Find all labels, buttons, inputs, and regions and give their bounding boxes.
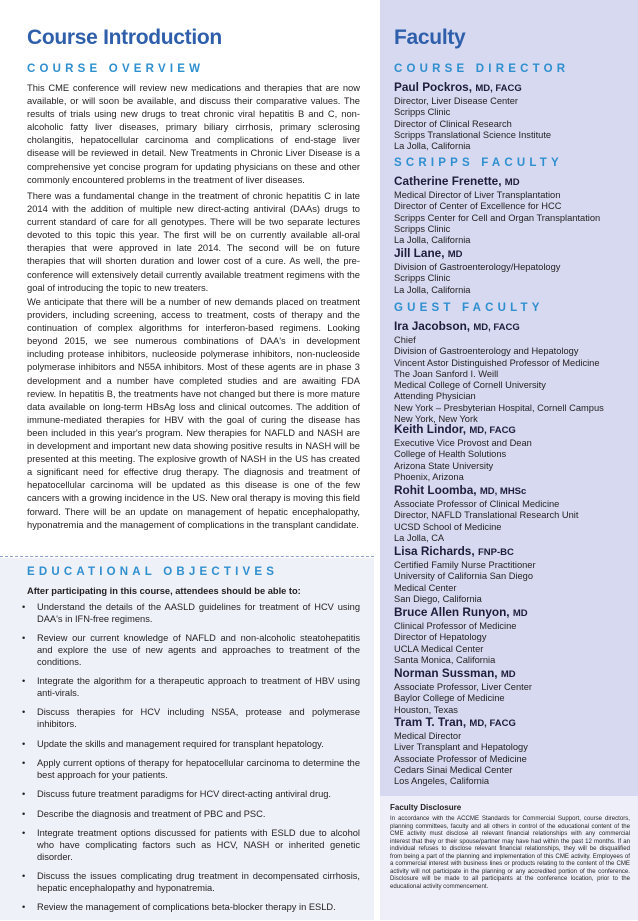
faculty-entry-frenette: Catherine Frenette, MD Medical Director of Liver Transplantation Director of Center of Excellence for HCC Scripps Center for Cell and Organ Transplantation Scripps Clinic La Jolla, California bbox=[394, 174, 601, 246]
bullet-icon: • bbox=[22, 633, 26, 644]
scripps-faculty-heading: SCRIPPS FACULTY bbox=[394, 157, 563, 169]
list-item: • Review the management of complications beta-blocker therapy in ESLD. bbox=[22, 902, 336, 913]
objectives-list bbox=[20, 602, 360, 921]
course-introduction-title: Course Introduction bbox=[27, 26, 222, 49]
list-item: • Apply current options of therapy for hepatocellular carcinoma to determine the best approach for your patients. bbox=[22, 757, 360, 780]
faculty-name: Norman Sussman, MD bbox=[394, 666, 516, 680]
faculty-entry-jacobson: Ira Jacobson, MD, FACG Chief Division of Gastroenterology and Hepatology Vincent Astor Distinguished Professor of Medicine The Joan Sanford I. Weill Medical College of Cornell University Attending Physician New York – Presbyterian Hospital, Cornell Campus New York, New York bbox=[394, 319, 604, 425]
faculty-name: Lisa Richards, FNP-BC bbox=[394, 544, 514, 558]
section-separator bbox=[0, 556, 374, 557]
faculty-name: Tram T. Tran, MD, FACG bbox=[394, 715, 516, 729]
faculty-entry-sussman: Norman Sussman, MD Associate Professor, Liver Center Baylor College of Medicine Houston, Texas bbox=[394, 666, 532, 715]
list-item: • Describe the diagnosis and treatment of PBC and PSC. bbox=[22, 808, 266, 819]
bullet-icon: • bbox=[22, 738, 26, 749]
bullet-icon: • bbox=[22, 707, 26, 718]
bullet-icon: • bbox=[22, 789, 26, 800]
educational-objectives-heading: EDUCATIONAL OBJECTIVES bbox=[27, 566, 279, 578]
list-item: • Discuss the issues complicating drug treatment in decompensated cirrhosis, hepatic encephalopathy and hyponatremia. bbox=[22, 870, 360, 893]
faculty-entry-runyon: Bruce Allen Runyon, MD Clinical Professor of Medicine Director of Hepatology UCLA Medical Center Santa Monica, California bbox=[394, 605, 528, 665]
faculty-disclosure-text: In accordance with the ACCME Standards for Commercial Support, course directors, planning committees, faculty and all others in control of the educational content of the CME activity must disclose all relevant financial relationships with any commercial interest that they or their spouse/partner may have had within the past 12 months. If an individual refuses to disclose relevant financial relationships, they will be disqualified from being a part of the planning and implementation of this CME activity. Employees of a commercial interest with business lines or products relating to the content of the CME activity will not participate in the planning or any accredited portion of the conference. Disclosure will be made to all participants at the conference location, prior to the educational activity commencement. bbox=[390, 815, 630, 890]
faculty-entry-pockros: Paul Pockros, MD, FACG Director, Liver Disease Center Scripps Clinic Director of Clinical Research Scripps Translational Science Institute La Jolla, California bbox=[394, 80, 552, 152]
bullet-icon: • bbox=[22, 902, 26, 913]
faculty-name: Ira Jacobson, MD, FACG bbox=[394, 319, 520, 333]
faculty-entry-tran: Tram T. Tran, MD, FACG Medical Director Liver Transplant and Hepatology Associate Professor of Medicine Cedars Sinai Medical Center Los Angeles, California bbox=[394, 715, 528, 787]
bullet-icon: • bbox=[22, 870, 26, 881]
overview-paragraph-1: This CME conference will review new medications and therapies that are now available, or will soon be available, and discuss their comparative values. The results of trials using new drugs to treat chronic viral hepatitis B and C, non-alcoholic fatty liver diseases, primary biliary cirrhosis, primary sclerosing cholangitis, hepatocellular carcinoma and complications of end-stage liver disease will be reviewed in detail. New Treatments in Chronic Liver Disease is a comprehensive yet concise program for updating physicians on these and other commonly encountered problems in the treatment of liver diseases. bbox=[27, 83, 360, 185]
column-divider bbox=[374, 0, 380, 920]
bullet-icon: • bbox=[22, 757, 26, 768]
faculty-disclosure-title: Faculty Disclosure bbox=[390, 803, 462, 812]
course-director-heading: COURSE DIRECTOR bbox=[394, 63, 570, 75]
overview-paragraph-3: We anticipate that there will be a number of new demands placed on treatment providers, including screening, access to treatment, costs of therapy and the continuation of complex algorithms for interferon-based regimens. Looking beyond 2015, we see numerous combinations of DAA's in development including protease inhibitors, nucleoside polymerase inhibitors, non-nucleoside polymerase inhibitors and N55A inhibitors. Most of these agents are in phase 3 development and a number have completed studies and are awaiting FDA review. In hepatitis B, the treatments have not changed but there is more mature data available on long-term HBsAg loss and clinical outcomes. The addition of immune-mediated therapies for HBV with the goal of curing the disease has been included in this year's program. New therapies for NAFLD and NASH are in development and important new data showing positive results in NASH will be presented at this meeting. The explosive growth of NASH in the US has created a significant need for effective drug therapy. The diagnosis and treatment of hepatocellular carcinoma will be updated as this disease is one of the few cancers with a growing incidence in the US. New oral therapy is moving this field forward. There will be an update on management of hepatic encephalopathy, hyponatremia and the management of complications in the transplant candidate. bbox=[27, 297, 360, 530]
objectives-intro: After participating in this course, attendees should be able to: bbox=[27, 586, 301, 596]
faculty-name: Rohit Loomba, MD, MHSc bbox=[394, 483, 527, 497]
list-item: • Integrate treatment options discussed for patients with ESLD due to alcohol who have complicating factors such as HCV, NASH or inherited genetic disorder. bbox=[22, 827, 360, 862]
list-item: • Integrate the algorithm for a therapeutic approach to treatment of HBV using anti-virals. bbox=[22, 676, 360, 698]
list-item: • Discuss therapies for HCV including NS5A, protease and polymerase inhibitors. bbox=[22, 707, 360, 730]
faculty-entry-lane: Jill Lane, MD Division of Gastroenterology/Hepatology Scripps Clinic La Jolla, California bbox=[394, 246, 561, 295]
bullet-icon: • bbox=[22, 676, 26, 687]
faculty-name: Bruce Allen Runyon, MD bbox=[394, 605, 528, 619]
bullet-icon: • bbox=[22, 808, 26, 819]
faculty-title: Faculty bbox=[394, 26, 466, 49]
faculty-name: Paul Pockros, MD, FACG bbox=[394, 80, 522, 94]
course-overview-heading: COURSE OVERVIEW bbox=[27, 63, 205, 75]
bullet-icon: • bbox=[22, 827, 26, 838]
list-item: • Discuss future treatment paradigms for HCV direct-acting antiviral drug. bbox=[22, 789, 332, 800]
faculty-name: Keith Lindor, MD, FACG bbox=[394, 422, 516, 436]
faculty-entry-lindor: Keith Lindor, MD, FACG Executive Vice Provost and Dean College of Health Solutions Arizona State University Phoenix, Arizona bbox=[394, 422, 532, 482]
list-item: • Update the skills and management required for transplant hepatology. bbox=[22, 738, 324, 749]
faculty-name: Jill Lane, MD bbox=[394, 246, 463, 260]
faculty-entry-loomba: Rohit Loomba, MD, MHSc Associate Professor of Clinical Medicine Director, NAFLD Translational Research Unit UCSD School of Medicine La Jolla, CA bbox=[394, 483, 579, 543]
list-item: • Understand the details of the AASLD guidelines for treatment of HCV using DAA's in IFN-free regimens. bbox=[22, 602, 360, 624]
bullet-icon: • bbox=[22, 602, 26, 612]
list-item: • Review our current knowledge of NAFLD and non-alcoholic steatohepatitis and explore the use of new agents and approaches to treatment of the conditions. bbox=[22, 633, 360, 667]
faculty-name: Catherine Frenette, MD bbox=[394, 174, 520, 188]
overview-paragraph-2: There was a fundamental change in the treatment of chronic hepatitis C in late 2014 with the addition of multiple new direct-acting antiviral (DAAs) drugs to current standard of care for all genotypes. There will be two separate lectures devoted to this topic this year. The first will be on currently available all-oral therapies that were approved in late 2014. The second will be on future therapies that will shorten duration and lower cost of a cure. As well, the pre-conference will extensively detail currently available treatment regimens with the goal of introducing the topic to new treaters. bbox=[27, 191, 360, 293]
guest-faculty-heading: GUEST FACULTY bbox=[394, 302, 544, 314]
faculty-entry-richards: Lisa Richards, FNP-BC Certified Family Nurse Practitioner University of California San Diego Medical Center San Diego, California bbox=[394, 544, 536, 604]
